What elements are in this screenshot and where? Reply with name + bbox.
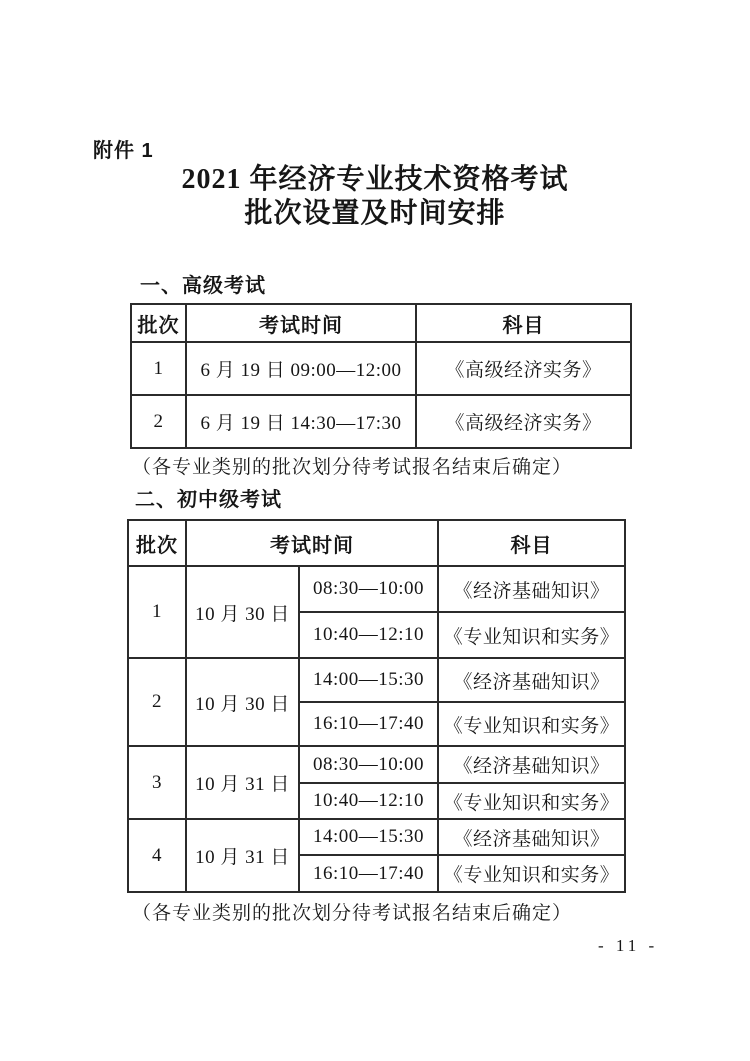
header-batch: 批次 <box>128 520 186 566</box>
subject-cell: 《经济基础知识》 <box>438 746 625 783</box>
section-heading-advanced-exam: 一、高级考试 <box>140 275 266 297</box>
subject-cell: 《专业知识和实务》 <box>438 612 625 658</box>
header-exam-time: 考试时间 <box>186 520 438 566</box>
subject-cell: 《专业知识和实务》 <box>438 783 625 819</box>
subject-cell: 《经济基础知识》 <box>438 658 625 702</box>
note-junior-intermediate-exam: （各专业类别的批次划分待考试报名结束后确定） <box>132 903 573 924</box>
date-cell: 10 月 30 日 <box>186 658 299 746</box>
table-row <box>128 746 625 783</box>
subject-cell: 《专业知识和实务》 <box>438 702 625 746</box>
title-line-2: 批次设置及时间安排 <box>244 198 506 229</box>
table-row <box>128 658 625 702</box>
time-cell: 16:10—17:40 <box>299 855 438 892</box>
subject-cell: 《专业知识和实务》 <box>438 855 625 892</box>
batch-cell: 1 <box>131 342 186 395</box>
subject-cell: 《高级经济实务》 <box>416 395 631 448</box>
table-row <box>131 395 631 448</box>
batch-cell: 4 <box>128 819 186 892</box>
table-row <box>128 566 625 612</box>
junior-intermediate-exam-table <box>127 519 626 893</box>
time-cell: 10:40—12:10 <box>299 612 438 658</box>
time-cell: 14:00—15:30 <box>299 658 438 702</box>
time-cell: 14:00—15:30 <box>299 819 438 855</box>
subject-cell: 《高级经济实务》 <box>416 342 631 395</box>
batch-cell: 2 <box>128 658 186 746</box>
document-title <box>0 163 750 231</box>
time-cell: 10:40—12:10 <box>299 783 438 819</box>
time-cell: 6 月 19 日 14:30—17:30 <box>186 395 416 448</box>
note-advanced-exam: （各专业类别的批次划分待考试报名结束后确定） <box>132 457 573 478</box>
advanced-exam-table <box>130 303 632 449</box>
batch-cell: 3 <box>128 746 186 819</box>
subject-cell: 《经济基础知识》 <box>438 819 625 855</box>
date-cell: 10 月 30 日 <box>186 566 299 658</box>
table-row <box>128 819 625 855</box>
date-cell: 10 月 31 日 <box>186 819 299 892</box>
title-line-1: 2021 年经济专业技术资格考试 <box>181 164 569 195</box>
batch-cell: 2 <box>131 395 186 448</box>
table-header-row <box>131 304 631 342</box>
header-subject: 科目 <box>416 304 631 342</box>
attachment-label: 附件 1 <box>93 140 154 162</box>
header-batch: 批次 <box>131 304 186 342</box>
page-number: - 11 - <box>598 936 659 955</box>
table-header-row <box>128 520 625 566</box>
subject-cell: 《经济基础知识》 <box>438 566 625 612</box>
batch-cell: 1 <box>128 566 186 658</box>
section-heading-junior-intermediate-exam: 二、初中级考试 <box>135 489 282 511</box>
time-cell: 16:10—17:40 <box>299 702 438 746</box>
header-subject: 科目 <box>438 520 625 566</box>
header-exam-time: 考试时间 <box>186 304 416 342</box>
time-cell: 08:30—10:00 <box>299 566 438 612</box>
time-cell: 08:30—10:00 <box>299 746 438 783</box>
date-cell: 10 月 31 日 <box>186 746 299 819</box>
table-row <box>131 342 631 395</box>
time-cell: 6 月 19 日 09:00—12:00 <box>186 342 416 395</box>
